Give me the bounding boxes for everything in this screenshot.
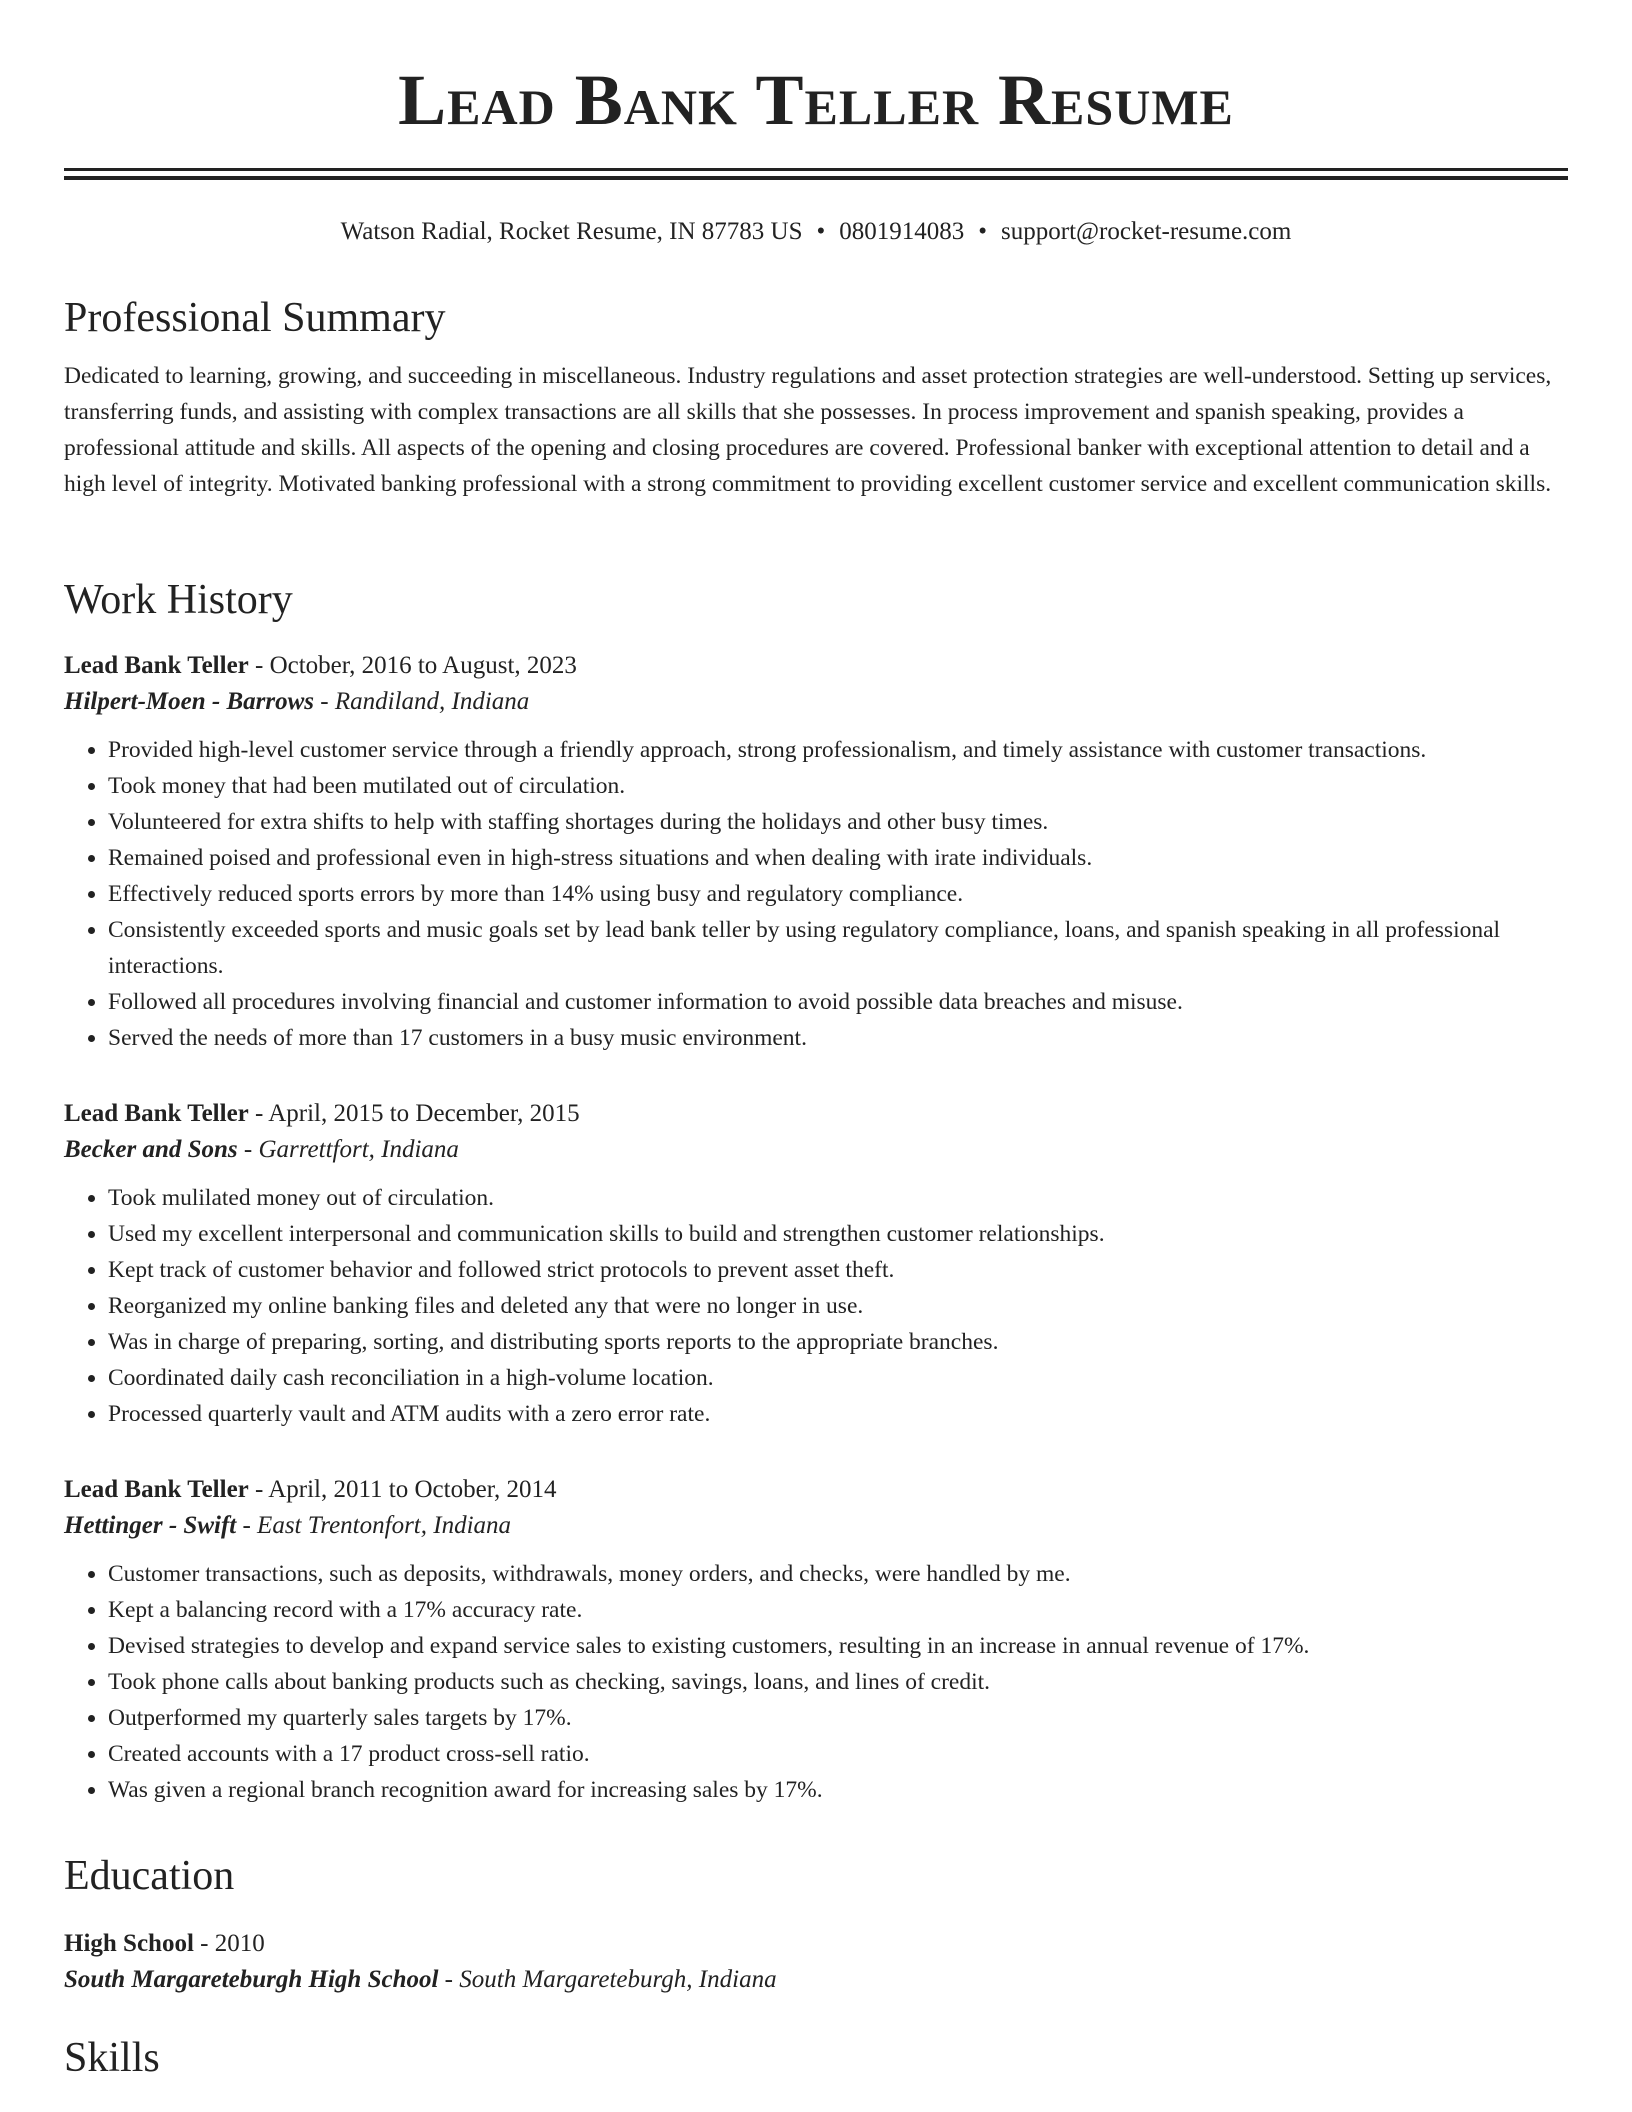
employer-location: - East Trentonfort, Indiana (236, 1512, 512, 1539)
job-bullet: • Coordinated daily cash reconciliation in a high-volume location. (108, 1360, 1568, 1396)
job-title-line (64, 1472, 1568, 1508)
job-title: Lead Bank Teller (64, 1100, 249, 1127)
job-bullets (64, 1556, 1568, 1808)
job-dates: - April, 2015 to December, 2015 (248, 1100, 580, 1127)
employer-name: Hettinger - Swift (64, 1512, 237, 1539)
work-history-heading: Work History (64, 577, 293, 623)
job-bullet: • Kept a balancing record with a 17% accuracy rate. (108, 1592, 1568, 1628)
job-bullet: • Volunteered for extra shifts to help with staffing shortages during the holidays and other busy times. (108, 804, 1568, 840)
job-bullet: • Devised strategies to develop and expand service sales to existing customers, resulting in an increase in annual revenue of 17%. (108, 1628, 1568, 1664)
education-heading: Education (64, 1853, 235, 1899)
school-line (64, 1962, 1568, 1998)
job-bullet: • Processed quarterly vault and ATM audits with a zero error rate. (108, 1396, 1568, 1432)
summary-heading: Professional Summary (64, 295, 446, 341)
job-entry (64, 1472, 1568, 1808)
job-bullet: • Was in charge of preparing, sorting, and distributing sports reports to the appropriate branches. (108, 1324, 1568, 1360)
employer-line (64, 684, 1568, 720)
employer-location: - Garrettfort, Indiana (237, 1136, 459, 1163)
job-bullets (64, 732, 1568, 1056)
job-bullet: • Reorganized my online banking files and deleted any that were no longer in use. (108, 1288, 1568, 1324)
job-bullets (64, 1180, 1568, 1432)
job-bullet: • Customer transactions, such as deposits, withdrawals, money orders, and checks, were handled by me. (108, 1556, 1568, 1592)
job-bullet: • Kept track of customer behavior and followed strict protocols to prevent asset theft. (108, 1252, 1568, 1288)
summary-text: Dedicated to learning, growing, and succeeding in miscellaneous. Industry regulations and asset protection strategies are well-understood. Setting up services, transferring funds, and assisting with complex transactions are all skills that she possesses. In process improvement and spanish speaking, provides a professional attitude and skills. All aspects of the opening and closing procedures are covered. Professional banker with exceptional attention to detail and a high level of integrity. Motivated banking professional with a strong commitment to providing excellent customer service and excellent communication skills. (64, 363, 1552, 497)
job-bullet: • Used my excellent interpersonal and communication skills to build and strengthen customer relationships. (108, 1216, 1568, 1252)
job-dates: - October, 2016 to August, 2023 (248, 652, 577, 679)
contact-separator: • (816, 218, 826, 245)
job-bullet: • Consistently exceeded sports and music goals set by lead bank teller by using regulatory compliance, loans, and spanish speaking in all professional interactions. (108, 912, 1568, 984)
job-title: Lead Bank Teller (64, 1476, 249, 1503)
title-rule-thin (64, 168, 1568, 171)
contact-phone: 0801914083 (839, 218, 965, 245)
contact-address: Watson Radial, Rocket Resume, IN 87783 US (340, 218, 803, 245)
graduation-year: - 2010 (193, 1930, 265, 1957)
school-name: South Margareteburgh High School (64, 1966, 439, 1993)
job-bullet: • Effectively reduced sports errors by more than 14% using busy and regulatory compliance. (108, 876, 1568, 912)
skills-section (64, 2030, 1568, 2086)
job-title-line (64, 648, 1568, 684)
title-rule-thick (64, 176, 1568, 180)
job-bullet: • Took mulilated money out of circulation. (108, 1180, 1568, 1216)
education-entry (64, 1926, 1568, 1998)
job-bullet: • Remained poised and professional even in high-stress situations and when dealing with irate individuals. (108, 840, 1568, 876)
job-entry (64, 648, 1568, 1056)
job-bullet: • Served the needs of more than 17 customers in a busy music environment. (108, 1020, 1568, 1056)
contact-separator: • (978, 218, 988, 245)
job-bullet: • Created accounts with a 17 product cross-sell ratio. (108, 1736, 1568, 1772)
employer-name: Hilpert-Moen - Barrows (64, 688, 315, 715)
job-bullet: • Was given a regional branch recognition award for increasing sales by 17%. (108, 1772, 1568, 1808)
resume-title: Lead Bank Teller Resume (398, 60, 1234, 140)
work-history-section (64, 572, 1568, 628)
education-section (64, 1848, 1568, 1904)
job-bullet: • Followed all procedures involving financial and customer information to avoid possible data breaches and misuse. (108, 984, 1568, 1020)
employer-name: Becker and Sons (64, 1136, 238, 1163)
employer-line (64, 1132, 1568, 1168)
employer-line (64, 1508, 1568, 1544)
degree-name: High School (64, 1930, 194, 1957)
contact-line (0, 216, 1632, 248)
degree-line (64, 1926, 1568, 1962)
job-title-line (64, 1096, 1568, 1132)
job-title: Lead Bank Teller (64, 652, 249, 679)
contact-email: support@rocket-resume.com (1001, 218, 1292, 245)
job-bullet: • Provided high-level customer service through a friendly approach, strong professionalism, and timely assistance with customer transactions. (108, 732, 1568, 768)
skills-heading: Skills (64, 2035, 160, 2081)
job-bullet: • Took phone calls about banking products such as checking, savings, loans, and lines of credit. (108, 1664, 1568, 1700)
summary-section (64, 290, 1568, 502)
employer-location: - Randiland, Indiana (314, 688, 530, 715)
job-bullet: • Outperformed my quarterly sales targets by 17%. (108, 1700, 1568, 1736)
job-entry (64, 1096, 1568, 1432)
school-location: - South Margareteburgh, Indiana (438, 1966, 777, 1993)
job-bullet: • Took money that had been mutilated out of circulation. (108, 768, 1568, 804)
job-dates: - April, 2011 to October, 2014 (248, 1476, 557, 1503)
